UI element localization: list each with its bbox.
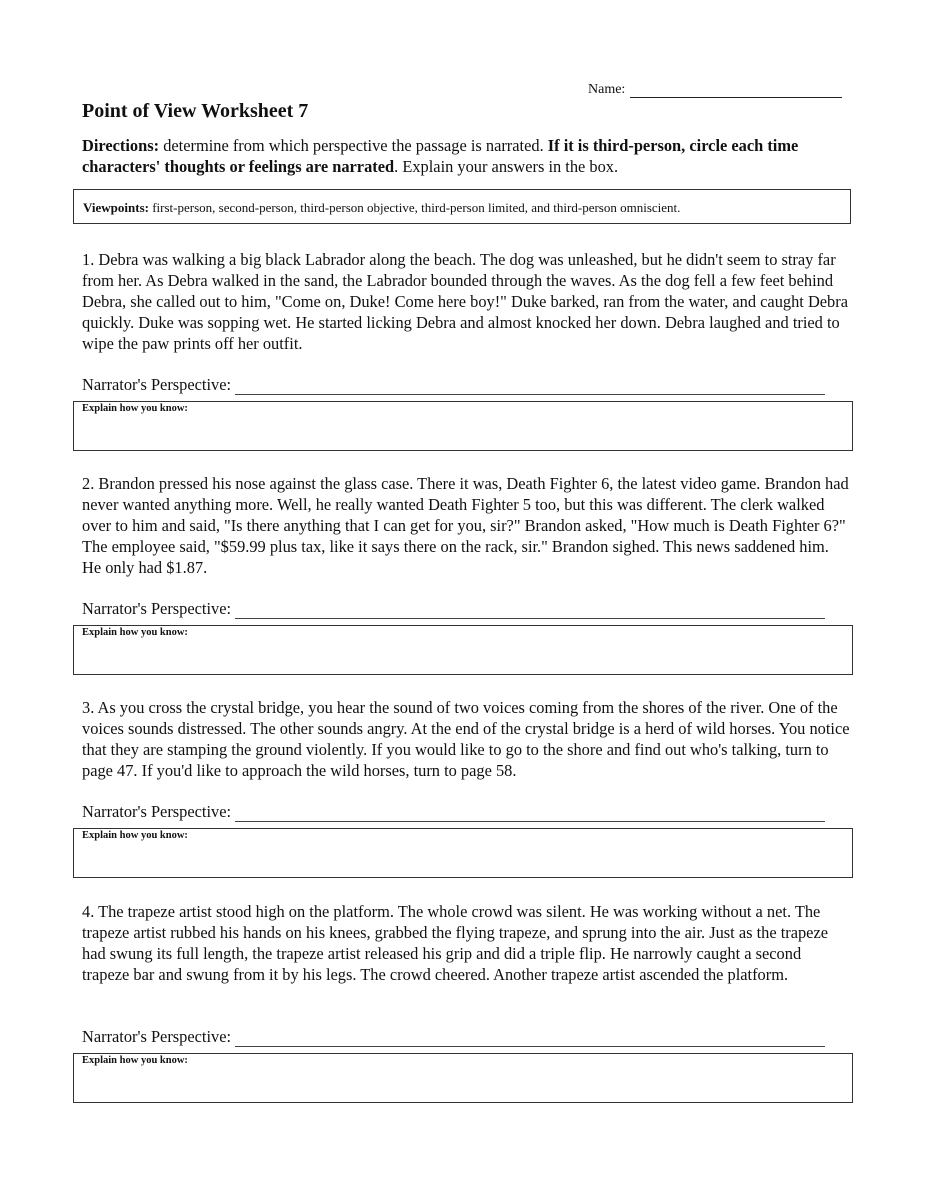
perspective-answer-line[interactable] bbox=[235, 805, 825, 822]
worksheet-title: Point of View Worksheet 7 bbox=[82, 100, 309, 122]
directions-paragraph bbox=[82, 135, 852, 177]
perspective-answer-line[interactable] bbox=[235, 1030, 825, 1047]
perspective-label: Narrator's Perspective: bbox=[82, 802, 232, 821]
question-3-perspective bbox=[82, 802, 825, 822]
question-1-passage: 1. Debra was walking a big black Labrador along the beach. The dog was unleashed, but he didn't seem to stray far from her. As Debra walked in the sand, the Labrador bounded through the waves. As the dog fell a few feet behind Debra, she called out to him, "Come on, Duke! Come here boy!" Duke barked, ran from the water, and caught Debra quickly. Duke was sopping wet. He started licking Debra and almost knocked her down. Debra laughed and tried to wipe the paw prints off her outfit. bbox=[82, 250, 848, 353]
question-4-perspective bbox=[82, 1027, 825, 1047]
perspective-label: Narrator's Perspective: bbox=[82, 375, 232, 394]
perspective-answer-line[interactable] bbox=[235, 602, 825, 619]
perspective-answer-line[interactable] bbox=[235, 378, 825, 395]
perspective-label: Narrator's Perspective: bbox=[82, 599, 232, 618]
question-4-passage: 4. The trapeze artist stood high on the platform. The whole crowd was silent. He was working without a net. The trapeze artist rubbed his hands on his knees, grabbed the flying trapeze, and sprung into the air. Just as the trapeze had swung its full length, the trapeze artist released his grip and did a triple flip. He narrowly caught a second trapeze bar and swung from it by his legs. The crowd cheered. Another trapeze artist ascended the platform. bbox=[82, 902, 828, 984]
question-2-passage: 2. Brandon pressed his nose against the glass case. There it was, Death Fighter 6, the latest video game. Brandon had never wanted anything more. Well, he really wanted Death Fighter 5 too, but this was different. The clerk walked over to him and said, "Is there anything that I can get for you, sir?" Brandon asked, "How much is Death Fighter 6?" The employee said, "$59.99 plus tax, like it says there on the rack, sir." Brandon sighed. This news saddened him. He only had $1.87. bbox=[82, 474, 849, 577]
question-1-explain-box[interactable] bbox=[73, 401, 853, 451]
question-2-perspective bbox=[82, 599, 825, 619]
question-3-explain-box[interactable] bbox=[73, 828, 853, 878]
explain-label: Explain how you know: bbox=[82, 830, 188, 841]
question-3-passage: 3. As you cross the crystal bridge, you hear the sound of two voices coming from the shores of the river. One of the voices sounds distressed. The other sounds angry. At the end of the crystal bridge is a herd of wild horses. You notice that they are stamping the ground violently. If you would like to go to the shore and find out who's talking, turn to page 47. If you'd like to approach the wild horses, turn to page 58. bbox=[82, 698, 850, 780]
viewpoints-label: Viewpoints: bbox=[83, 200, 149, 215]
question-4-explain-box[interactable] bbox=[73, 1053, 853, 1103]
directions-text: determine from which perspective the passage is narrated. bbox=[159, 136, 548, 155]
name-field bbox=[588, 82, 842, 98]
explain-label: Explain how you know: bbox=[82, 403, 188, 414]
question-2-explain-box[interactable] bbox=[73, 625, 853, 675]
explain-label: Explain how you know: bbox=[82, 627, 188, 638]
directions-text-end: . Explain your answers in the box. bbox=[394, 157, 619, 176]
name-blank-line[interactable] bbox=[630, 83, 842, 98]
explain-label: Explain how you know: bbox=[82, 1055, 188, 1066]
perspective-label: Narrator's Perspective: bbox=[82, 1027, 232, 1046]
viewpoints-text: first-person, second-person, third-person objective, third-person limited, and third-person omniscient. bbox=[148, 200, 681, 215]
question-1-perspective bbox=[82, 375, 825, 395]
directions-label: Directions: bbox=[82, 136, 160, 155]
viewpoints-box bbox=[73, 189, 851, 224]
name-label: Name: bbox=[588, 82, 626, 97]
directions-bold-text: If it is third-person, circle each time characters' thoughts or feelings are narrated bbox=[82, 136, 799, 176]
